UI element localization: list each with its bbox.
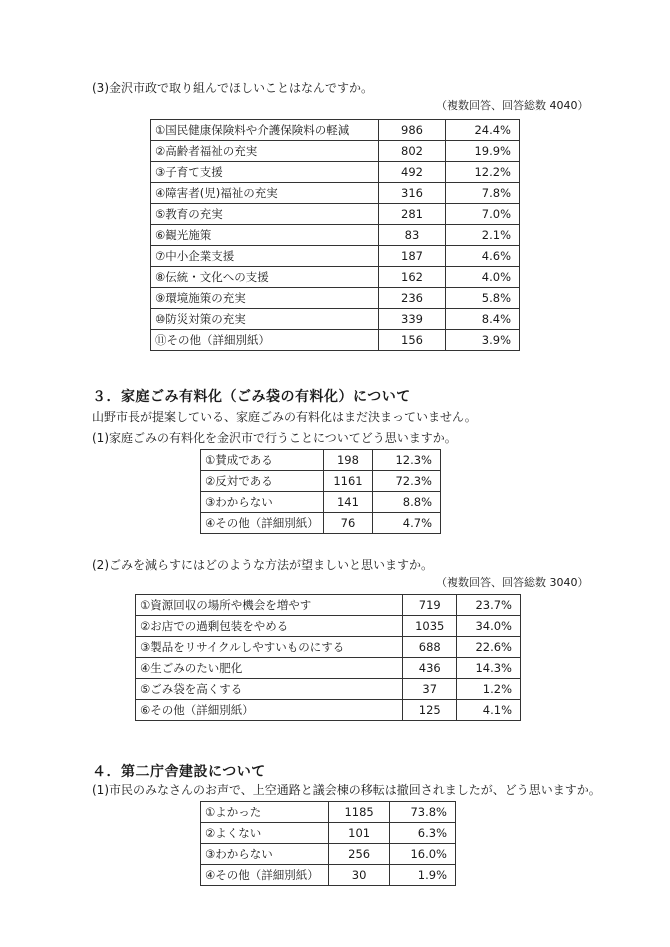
table-row — [151, 246, 520, 267]
row-percent: 72.3% — [373, 471, 441, 492]
row-label: ①資源回収の場所や機会を増やす — [136, 595, 403, 616]
row-count: 198 — [323, 450, 372, 471]
row-label: ⑨環境施策の充実 — [151, 288, 379, 309]
row-percent: 1.9% — [390, 865, 456, 886]
row-count: 719 — [403, 595, 457, 616]
table-row — [136, 637, 521, 658]
row-label: ④障害者(児)福祉の充実 — [151, 183, 379, 204]
table-row — [136, 700, 521, 721]
row-count: 83 — [378, 225, 446, 246]
q3-note: （複数回答、回答総数 4040） — [436, 99, 589, 112]
row-count: 37 — [403, 679, 457, 700]
table-row — [201, 513, 441, 534]
section3-intro: 山野市長が提案している、家庭ごみの有料化はまだ決まっていません。 — [92, 410, 477, 424]
row-label: ②よくない — [201, 823, 329, 844]
row-count: 187 — [378, 246, 446, 267]
row-percent: 34.0% — [457, 616, 521, 637]
section3-heading: ３．家庭ごみ有料化（ごみ袋の有料化）について — [92, 389, 411, 405]
row-count: 30 — [328, 865, 389, 886]
row-count: 101 — [328, 823, 389, 844]
table-row — [151, 162, 520, 183]
row-count: 802 — [378, 141, 446, 162]
row-label: ④その他（詳細別紙） — [201, 865, 329, 886]
row-count: 339 — [378, 309, 446, 330]
row-percent: 23.7% — [457, 595, 521, 616]
row-percent: 7.8% — [446, 183, 520, 204]
row-label: ⑥観光施策 — [151, 225, 379, 246]
table-row — [136, 679, 521, 700]
table-row — [136, 616, 521, 637]
row-label: ⑤教育の充実 — [151, 204, 379, 225]
table-row — [151, 120, 520, 141]
table-row — [201, 471, 441, 492]
s4-q1-table — [200, 801, 456, 886]
row-label: ⑥その他（詳細別紙） — [136, 700, 403, 721]
row-percent: 22.6% — [457, 637, 521, 658]
table-row — [201, 492, 441, 513]
table-row — [201, 865, 456, 886]
s3-q1-title: (1)家庭ごみの有料化を金沢市で行うことについてどう思いますか。 — [92, 431, 457, 445]
row-label: ⑤ごみ袋を高くする — [136, 679, 403, 700]
row-count: 76 — [323, 513, 372, 534]
table-row — [151, 267, 520, 288]
row-percent: 73.8% — [390, 802, 456, 823]
table-row — [201, 844, 456, 865]
row-count: 141 — [323, 492, 372, 513]
row-percent: 16.0% — [390, 844, 456, 865]
row-label: ①国民健康保険料や介護保険料の軽減 — [151, 120, 379, 141]
q3-title: (3)金沢市政で取り組んでほしいことはなんですか。 — [92, 81, 374, 95]
row-label: ⑩防災対策の充実 — [151, 309, 379, 330]
row-percent: 4.1% — [457, 700, 521, 721]
q3-table — [150, 119, 520, 351]
row-percent: 24.4% — [446, 120, 520, 141]
table-row — [151, 330, 520, 351]
row-percent: 1.2% — [457, 679, 521, 700]
row-percent: 6.3% — [390, 823, 456, 844]
row-count: 492 — [378, 162, 446, 183]
table-row — [201, 450, 441, 471]
row-percent: 12.3% — [373, 450, 441, 471]
row-label: ④その他（詳細別紙） — [201, 513, 324, 534]
row-label: ①賛成である — [201, 450, 324, 471]
s4-q1-title: (1)市民のみなさんのお声で、上空通路と議会棟の移転は撤回されましたが、どう思いますか。 — [92, 783, 601, 797]
s3-q2-table — [135, 594, 521, 721]
row-count: 688 — [403, 637, 457, 658]
s3-q1-table — [200, 449, 441, 534]
row-percent: 12.2% — [446, 162, 520, 183]
row-percent: 19.9% — [446, 141, 520, 162]
row-label: ②反対である — [201, 471, 324, 492]
table-row — [151, 183, 520, 204]
row-count: 156 — [378, 330, 446, 351]
row-label: ③製品をリサイクルしやすいものにする — [136, 637, 403, 658]
row-count: 1185 — [328, 802, 389, 823]
row-label: ②高齢者福祉の充実 — [151, 141, 379, 162]
row-count: 436 — [403, 658, 457, 679]
row-label: ⑦中小企業支援 — [151, 246, 379, 267]
table-row — [201, 823, 456, 844]
table-row — [136, 658, 521, 679]
row-count: 125 — [403, 700, 457, 721]
row-percent: 14.3% — [457, 658, 521, 679]
section4-heading: ４．第二庁舎建設について — [92, 764, 266, 780]
row-count: 256 — [328, 844, 389, 865]
row-percent: 2.1% — [446, 225, 520, 246]
row-label: ③わからない — [201, 492, 324, 513]
row-label: ②お店での過剰包装をやめる — [136, 616, 403, 637]
table-row — [201, 802, 456, 823]
row-percent: 4.6% — [446, 246, 520, 267]
row-percent: 7.0% — [446, 204, 520, 225]
row-label: ⑪その他（詳細別紙） — [151, 330, 379, 351]
table-row — [151, 141, 520, 162]
table-row — [151, 309, 520, 330]
table-row — [151, 288, 520, 309]
table-row — [151, 204, 520, 225]
s3-q2-title: (2)ごみを減らすにはどのような方法が望ましいと思いますか。 — [92, 558, 434, 572]
table-row — [151, 225, 520, 246]
row-percent: 8.8% — [373, 492, 441, 513]
row-percent: 3.9% — [446, 330, 520, 351]
row-percent: 4.0% — [446, 267, 520, 288]
row-count: 1035 — [403, 616, 457, 637]
row-percent: 5.8% — [446, 288, 520, 309]
row-count: 281 — [378, 204, 446, 225]
row-count: 986 — [378, 120, 446, 141]
table-row — [136, 595, 521, 616]
row-label: ③わからない — [201, 844, 329, 865]
row-count: 316 — [378, 183, 446, 204]
row-count: 236 — [378, 288, 446, 309]
row-percent: 8.4% — [446, 309, 520, 330]
row-label: ④生ごみのたい肥化 — [136, 658, 403, 679]
row-percent: 4.7% — [373, 513, 441, 534]
row-count: 1161 — [323, 471, 372, 492]
row-label: ③子育て支援 — [151, 162, 379, 183]
row-label: ①よかった — [201, 802, 329, 823]
s3-q2-note: （複数回答、回答総数 3040） — [436, 576, 589, 589]
row-count: 162 — [378, 267, 446, 288]
row-label: ⑧伝統・文化への支援 — [151, 267, 379, 288]
